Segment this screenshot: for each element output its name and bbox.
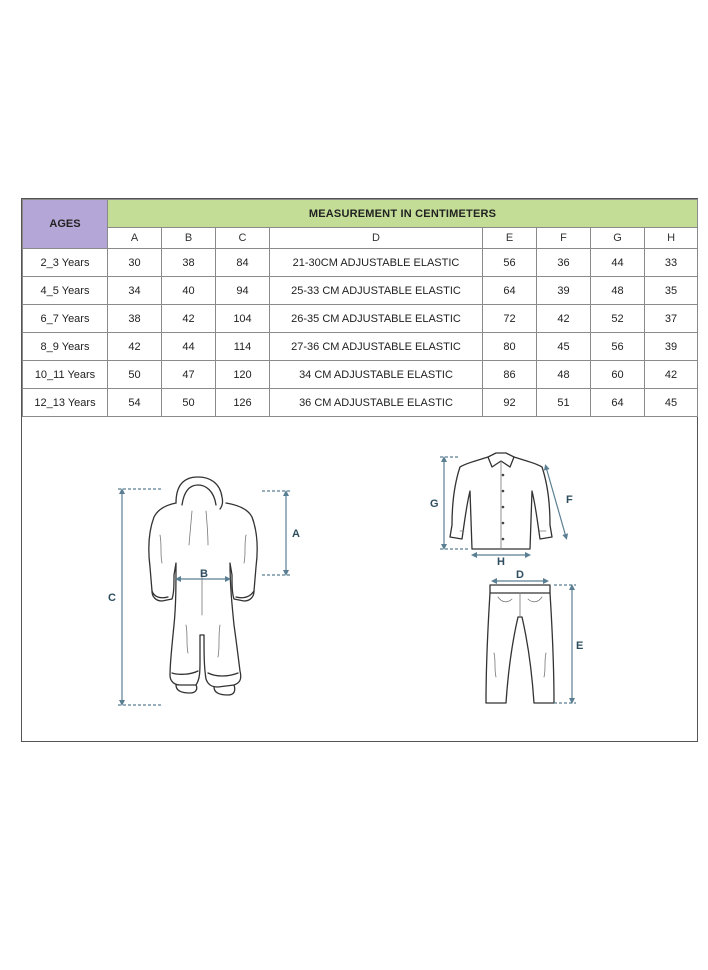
value-cell: 38	[108, 305, 162, 333]
column-header: E	[483, 228, 537, 249]
value-cell: 42	[645, 361, 698, 389]
value-cell: 45	[537, 333, 591, 361]
value-cell: 21-30CM ADJUSTABLE ELASTIC	[270, 249, 483, 277]
value-cell: 42	[108, 333, 162, 361]
value-cell: 44	[162, 333, 216, 361]
value-cell: 114	[216, 333, 270, 361]
value-cell: 51	[537, 389, 591, 417]
garment-diagrams	[22, 421, 697, 741]
table-row	[23, 305, 698, 333]
age-cell: 12_13 Years	[23, 389, 108, 417]
pants-diagram	[454, 569, 584, 711]
column-header: B	[162, 228, 216, 249]
value-cell: 27-36 CM ADJUSTABLE ELASTIC	[270, 333, 483, 361]
value-cell: 84	[216, 249, 270, 277]
column-header: D	[270, 228, 483, 249]
age-cell: 6_7 Years	[23, 305, 108, 333]
dimension-label-b: B	[200, 568, 208, 580]
value-cell: 50	[108, 361, 162, 389]
value-cell: 33	[645, 249, 698, 277]
value-cell: 36	[537, 249, 591, 277]
value-cell: 48	[537, 361, 591, 389]
value-cell: 44	[591, 249, 645, 277]
table-row	[23, 389, 698, 417]
age-cell: 8_9 Years	[23, 333, 108, 361]
value-cell: 94	[216, 277, 270, 305]
column-header: H	[645, 228, 698, 249]
size-table	[22, 199, 698, 417]
value-cell: 92	[483, 389, 537, 417]
value-cell: 60	[591, 361, 645, 389]
dimension-label-c: C	[108, 592, 116, 604]
column-letters-row	[23, 228, 698, 249]
value-cell: 72	[483, 305, 537, 333]
table-row	[23, 277, 698, 305]
measurement-header: MEASUREMENT IN CENTIMETERS	[108, 200, 698, 228]
onesie-diagram	[102, 475, 302, 713]
value-cell: 42	[537, 305, 591, 333]
value-cell: 50	[162, 389, 216, 417]
age-cell: 10_11 Years	[23, 361, 108, 389]
value-cell: 54	[108, 389, 162, 417]
value-cell: 40	[162, 277, 216, 305]
value-cell: 48	[591, 277, 645, 305]
table-row	[23, 361, 698, 389]
value-cell: 35	[645, 277, 698, 305]
age-cell: 2_3 Years	[23, 249, 108, 277]
dimension-label-e: E	[576, 640, 584, 652]
shirt-diagram	[430, 445, 580, 565]
value-cell: 36 CM ADJUSTABLE ELASTIC	[270, 389, 483, 417]
dimension-label-h: H	[497, 556, 505, 565]
table-row	[23, 333, 698, 361]
value-cell: 37	[645, 305, 698, 333]
value-cell: 104	[216, 305, 270, 333]
value-cell: 80	[483, 333, 537, 361]
value-cell: 120	[216, 361, 270, 389]
value-cell: 25-33 CM ADJUSTABLE ELASTIC	[270, 277, 483, 305]
size-chart	[21, 198, 698, 742]
value-cell: 56	[483, 249, 537, 277]
header-row	[23, 200, 698, 228]
dimension-label-d: D	[516, 569, 524, 581]
age-cell: 4_5 Years	[23, 277, 108, 305]
value-cell: 52	[591, 305, 645, 333]
value-cell: 86	[483, 361, 537, 389]
value-cell: 34 CM ADJUSTABLE ELASTIC	[270, 361, 483, 389]
dimension-label-a: A	[292, 528, 300, 540]
column-header: G	[591, 228, 645, 249]
value-cell: 45	[645, 389, 698, 417]
value-cell: 30	[108, 249, 162, 277]
value-cell: 64	[591, 389, 645, 417]
value-cell: 126	[216, 389, 270, 417]
value-cell: 34	[108, 277, 162, 305]
column-header: C	[216, 228, 270, 249]
value-cell: 39	[645, 333, 698, 361]
value-cell: 26-35 CM ADJUSTABLE ELASTIC	[270, 305, 483, 333]
column-header: A	[108, 228, 162, 249]
value-cell: 39	[537, 277, 591, 305]
value-cell: 64	[483, 277, 537, 305]
column-header: F	[537, 228, 591, 249]
dimension-label-g: G	[430, 498, 439, 510]
table-row	[23, 249, 698, 277]
value-cell: 56	[591, 333, 645, 361]
value-cell: 42	[162, 305, 216, 333]
dimension-label-f: F	[566, 494, 573, 506]
value-cell: 38	[162, 249, 216, 277]
value-cell: 47	[162, 361, 216, 389]
ages-header: AGES	[23, 200, 108, 249]
